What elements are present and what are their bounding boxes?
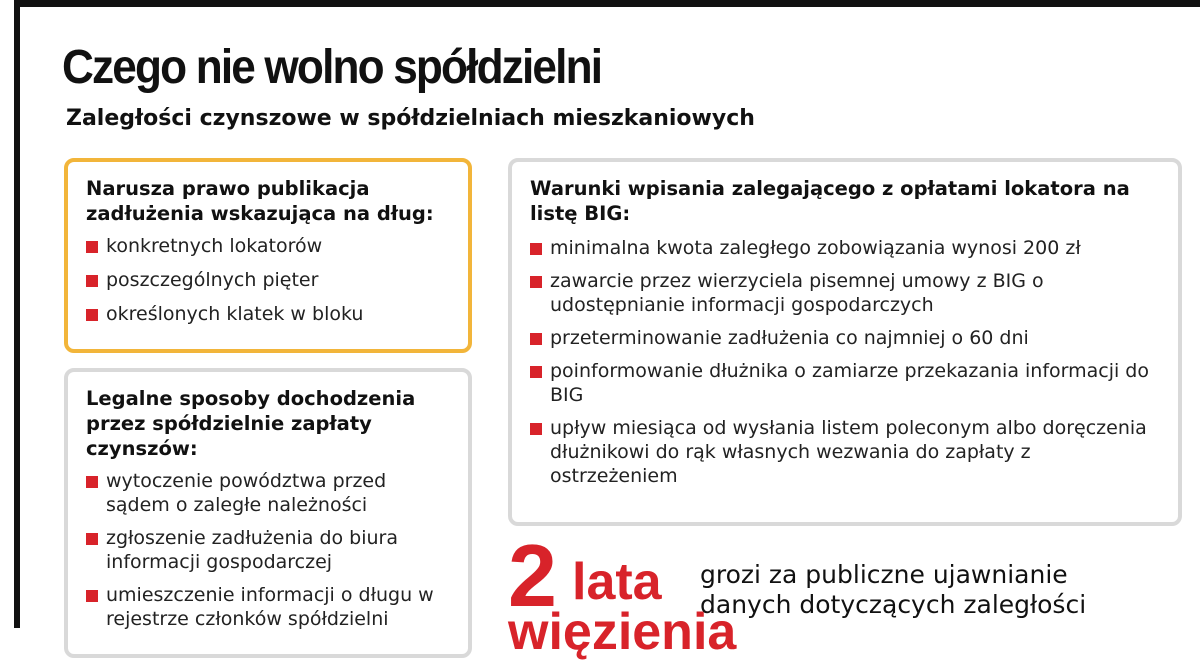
list-item bbox=[86, 526, 450, 574]
list-item-text: przeterminowanie zadłużenia co najmniej o 60 dni bbox=[550, 327, 1029, 349]
list-item-text: konkretnych lokatorów bbox=[106, 235, 323, 257]
list-item bbox=[86, 302, 450, 326]
list-item bbox=[530, 269, 1160, 317]
list-item bbox=[530, 236, 1160, 260]
penalty-unit: lata bbox=[572, 553, 662, 611]
bullet-square-icon bbox=[530, 333, 542, 345]
big-conditions-box bbox=[508, 158, 1182, 526]
bullet-square-icon bbox=[530, 423, 542, 435]
penalty-description: grozi za publiczne ujawnianie danych dotyczących zaległości bbox=[700, 560, 1087, 619]
bullet-square-icon bbox=[530, 276, 542, 288]
bullet-square-icon bbox=[86, 476, 98, 488]
list-item bbox=[530, 359, 1160, 407]
legal-methods-list bbox=[86, 469, 450, 631]
legal-methods-heading: Legalne sposoby dochodzenia przez spółdzielnie zapłaty czynszów: bbox=[86, 387, 416, 460]
page-subtitle: Zaległości czynszowe w spółdzielniach mieszkaniowych bbox=[66, 106, 755, 131]
penalty-unit-type: więzienia bbox=[508, 603, 737, 661]
bullet-square-icon bbox=[86, 533, 98, 545]
list-item bbox=[530, 416, 1160, 488]
list-item bbox=[86, 234, 450, 258]
bullet-square-icon bbox=[86, 241, 98, 253]
list-item-text: wytoczenie powództwa przed sądem o zaległe należności bbox=[106, 470, 387, 516]
legal-methods-box bbox=[64, 368, 472, 658]
bullet-square-icon bbox=[86, 275, 98, 287]
list-item-text: minimalna kwota zaległego zobowiązania wynosi 200 zł bbox=[550, 237, 1081, 259]
bullet-square-icon bbox=[86, 309, 98, 321]
left-rule bbox=[14, 0, 20, 628]
list-item bbox=[86, 268, 450, 292]
list-item-text: poszczególnych pięter bbox=[106, 269, 319, 291]
penalty-number: 2 bbox=[508, 526, 557, 625]
list-item bbox=[86, 583, 450, 631]
bullet-square-icon bbox=[530, 243, 542, 255]
list-item-text: upływ miesiąca od wysłania listem poleconym albo doręczenia dłużnikowi do rąk własnych wezwania do zapłaty z ostrzeżeniem bbox=[550, 417, 1147, 487]
big-conditions-list bbox=[530, 236, 1160, 488]
list-item-text: poinformowanie dłużnika o zamiarze przekazania informacji do BIG bbox=[550, 360, 1149, 406]
publication-violation-list bbox=[86, 234, 450, 326]
list-item-text: zgłoszenie zadłużenia do biura informacji gospodarczej bbox=[106, 527, 399, 573]
bullet-square-icon bbox=[86, 590, 98, 602]
publication-violation-box bbox=[64, 158, 472, 353]
list-item-text: określonych klatek w bloku bbox=[106, 303, 364, 325]
bullet-square-icon bbox=[530, 366, 542, 378]
list-item-text: zawarcie przez wierzyciela pisemnej umowy z BIG o udostępnianie informacji gospodarczych bbox=[550, 270, 1044, 316]
page-title: Czego nie wolno spółdzielni bbox=[62, 41, 602, 94]
publication-violation-heading: Narusza prawo publikacja zadłużenia wskazująca na dług: bbox=[86, 177, 434, 225]
list-item-text: umieszczenie informacji o długu w rejestrze członków spółdzielni bbox=[106, 584, 434, 630]
big-conditions-heading: Warunki wpisania zalegającego z opłatami lokatora na listę BIG: bbox=[530, 177, 1130, 225]
list-item bbox=[86, 469, 450, 517]
list-item bbox=[530, 326, 1160, 350]
top-rule bbox=[14, 0, 1200, 7]
